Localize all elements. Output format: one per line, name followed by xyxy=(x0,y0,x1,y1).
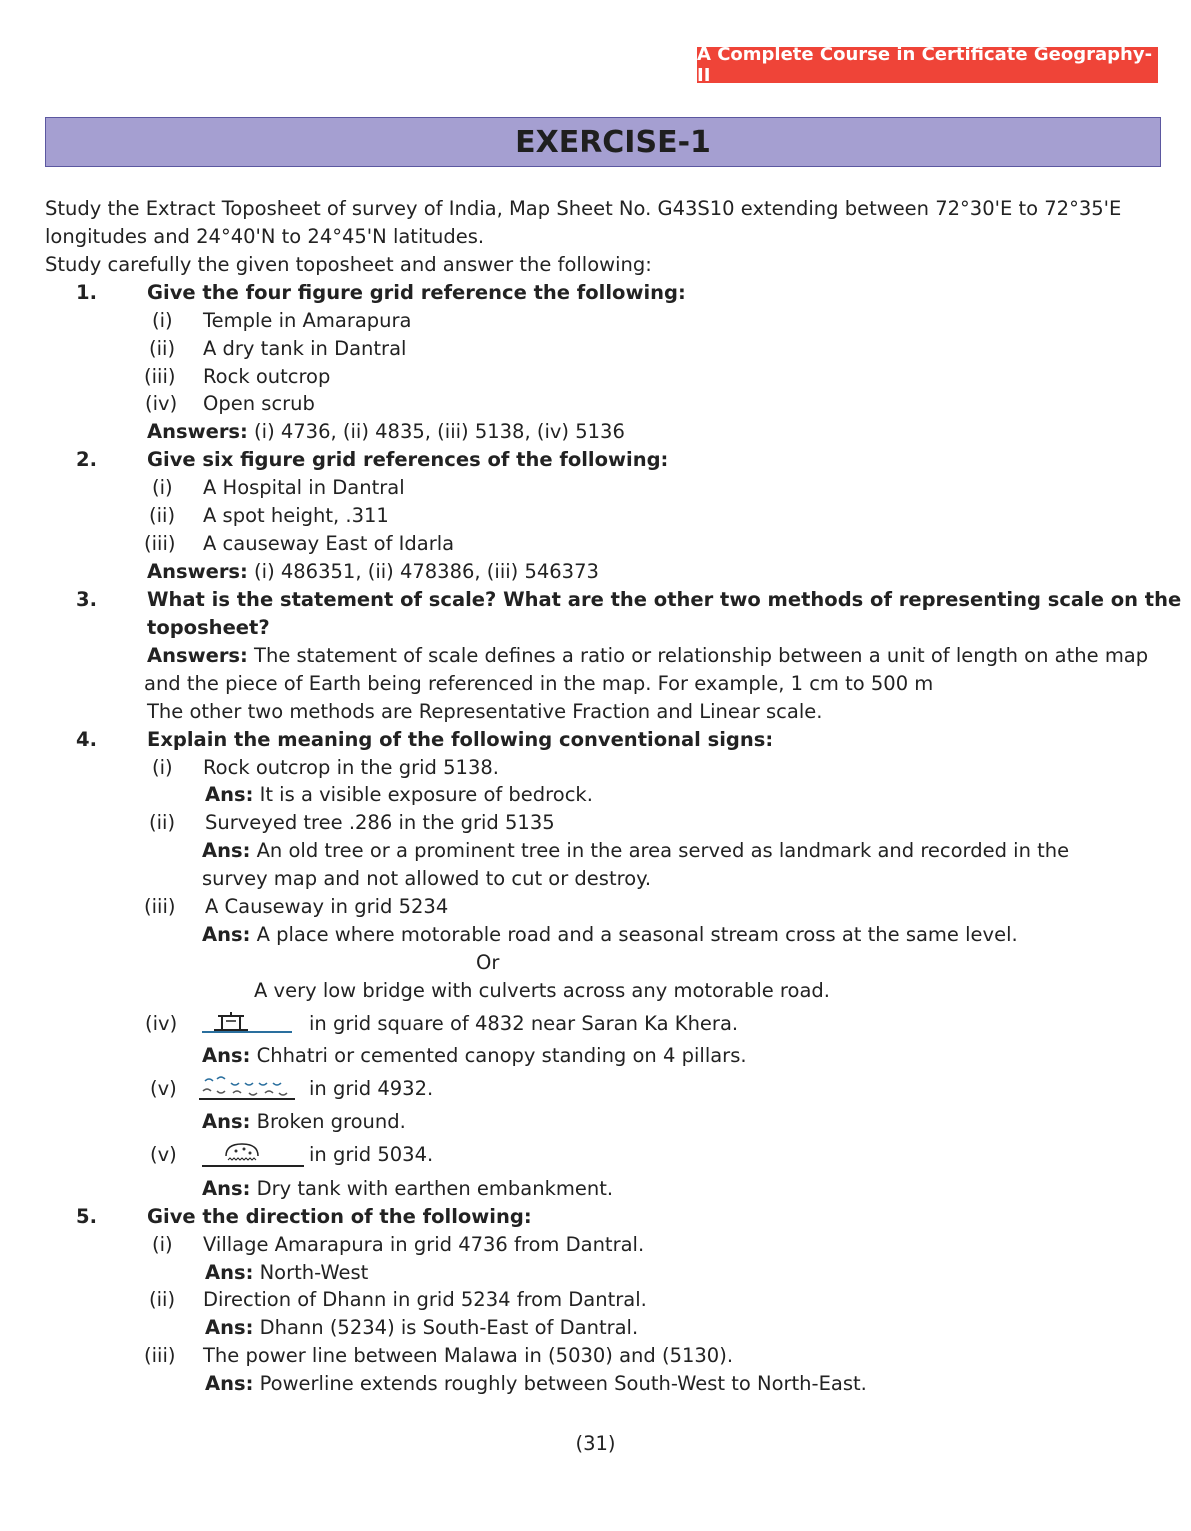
q4-iii-answer-line-1 xyxy=(202,922,1018,948)
answer-label: Answers: xyxy=(147,644,248,667)
dry-tank-symbol-icon xyxy=(200,1138,306,1170)
answer-text: Broken ground. xyxy=(250,1110,406,1133)
q3-answer-line-1 xyxy=(147,643,1148,669)
q4-vi-num: (v) xyxy=(150,1143,177,1166)
q4-iv-answer xyxy=(202,1043,747,1069)
answer-label: Ans: xyxy=(205,1316,254,1339)
q5-ii-text: Direction of Dhann in grid 5234 from Dantral. xyxy=(203,1288,647,1311)
q2-item-text: A causeway East of Idarla xyxy=(203,532,455,555)
q5-number: 5. xyxy=(76,1205,97,1228)
q4-v-num: (v) xyxy=(150,1077,177,1100)
answer-label: Answers: xyxy=(147,560,248,583)
q1-item-num: (iii) xyxy=(144,365,176,388)
exercise-title-bar xyxy=(45,117,1161,167)
q1-number: 1. xyxy=(76,281,97,304)
answer-label: Ans: xyxy=(202,1177,251,1200)
answer-text: (i) 4736, (ii) 4835, (iii) 5138, (iv) 5136 xyxy=(247,420,625,443)
answer-text: Chhatri or cemented canopy standing on 4 pillars. xyxy=(250,1044,747,1067)
q1-item-num: (i) xyxy=(152,309,173,332)
answer-label: Ans: xyxy=(205,783,254,806)
q4-ii-num: (ii) xyxy=(149,811,176,834)
q4-v-answer xyxy=(202,1109,406,1135)
q4-number: 4. xyxy=(76,728,97,751)
chhatri-symbol-icon xyxy=(200,1008,294,1038)
q1-item-num: (iv) xyxy=(145,392,178,415)
q2-text: Give six figure grid references of the following: xyxy=(147,448,669,471)
q4-iii-or: Or xyxy=(476,951,500,974)
q4-iii-text: A Causeway in grid 5234 xyxy=(205,895,449,918)
q1-item-text: Rock outcrop xyxy=(203,365,331,388)
intro-line-3: Study carefully the given toposheet and answer the following: xyxy=(45,253,652,276)
answer-text: North-West xyxy=(253,1261,369,1284)
q1-item-num: (ii) xyxy=(149,337,176,360)
answer-text: Dhann (5234) is South-East of Dantral. xyxy=(253,1316,639,1339)
q2-answer xyxy=(147,559,599,585)
q4-iii-num: (iii) xyxy=(144,895,176,918)
q3-text-line-1: What is the statement of scale? What are the other two methods of representing scale on the xyxy=(147,588,1182,611)
q1-item-text: A dry tank in Dantral xyxy=(203,337,407,360)
q1-item-text: Open scrub xyxy=(203,392,315,415)
q5-iii-text: The power line between Malawa in (5030) and (5130). xyxy=(203,1344,734,1367)
q5-i-num: (i) xyxy=(152,1233,173,1256)
answer-label: Ans: xyxy=(202,923,251,946)
q5-i-answer xyxy=(205,1260,368,1286)
answer-text: Powerline extends roughly between South-West to North-East. xyxy=(253,1372,867,1395)
course-badge: A Complete Course in Certificate Geography-II xyxy=(697,47,1158,83)
q5-ii-answer xyxy=(205,1315,638,1341)
q4-i-answer xyxy=(205,782,593,808)
broken-ground-symbol-icon xyxy=(197,1073,297,1103)
answer-label: Ans: xyxy=(205,1261,254,1284)
q2-number: 2. xyxy=(76,448,97,471)
q4-vi-text: in grid 5034. xyxy=(309,1143,434,1166)
q4-ii-answer-line-1 xyxy=(202,838,1069,864)
q1-answer xyxy=(147,419,625,445)
q4-iv-text: in grid square of 4832 near Saran Ka Khera. xyxy=(309,1012,739,1035)
q3-answer-line-3: The other two methods are Representative Fraction and Linear scale. xyxy=(147,700,823,723)
q5-iii-num: (iii) xyxy=(144,1344,176,1367)
q4-vi-answer xyxy=(202,1176,613,1202)
q4-iii-answer-line-2: A very low bridge with culverts across any motorable road. xyxy=(254,979,830,1002)
page-number: (31) xyxy=(575,1432,616,1455)
q2-item-text: A spot height, .311 xyxy=(203,504,389,527)
q4-ii-text: Surveyed tree .286 in the grid 5135 xyxy=(205,811,555,834)
q5-i-text: Village Amarapura in grid 4736 from Dantral. xyxy=(203,1233,645,1256)
answer-text: A place where motorable road and a seasonal stream cross at the same level. xyxy=(250,923,1018,946)
q2-item-num: (i) xyxy=(152,476,173,499)
answer-label: Ans: xyxy=(202,1110,251,1133)
answer-text: It is a visible exposure of bedrock. xyxy=(253,783,593,806)
q4-ii-answer-line-2: survey map and not allowed to cut or destroy. xyxy=(202,867,652,890)
q2-item-num: (ii) xyxy=(149,504,176,527)
q2-item-text: A Hospital in Dantral xyxy=(203,476,405,499)
q5-ii-num: (ii) xyxy=(149,1288,176,1311)
q4-iv-num: (iv) xyxy=(145,1012,178,1035)
q1-text: Give the four figure grid reference the following: xyxy=(147,281,686,304)
answer-text: An old tree or a prominent tree in the area served as landmark and recorded in the xyxy=(250,839,1070,862)
answer-label: Answers: xyxy=(147,420,248,443)
exercise-title: EXERCISE-1 xyxy=(515,124,711,160)
q5-text: Give the direction of the following: xyxy=(147,1205,532,1228)
answer-label: Ans: xyxy=(205,1372,254,1395)
q1-item-text: Temple in Amarapura xyxy=(203,309,412,332)
q3-number: 3. xyxy=(76,588,97,611)
q3-text-line-2: toposheet? xyxy=(147,616,270,639)
answer-text: (i) 486351, (ii) 478386, (iii) 546373 xyxy=(247,560,599,583)
answer-label: Ans: xyxy=(202,839,251,862)
q4-i-num: (i) xyxy=(152,756,173,779)
q4-text: Explain the meaning of the following conventional signs: xyxy=(147,728,774,751)
q5-iii-answer xyxy=(205,1371,867,1397)
q3-answer-line-2: and the piece of Earth being referenced in the map. For example, 1 cm to 500 m xyxy=(144,672,934,695)
q4-v-text: in grid 4932. xyxy=(309,1077,434,1100)
answer-text: Dry tank with earthen embankment. xyxy=(250,1177,614,1200)
intro-line-2: longitudes and 24°40'N to 24°45'N latitudes. xyxy=(45,225,485,248)
q2-item-num: (iii) xyxy=(144,532,176,555)
intro-line-1: Study the Extract Toposheet of survey of India, Map Sheet No. G43S10 extending between 72°30'E to 72°35'E xyxy=(45,197,1122,220)
q4-i-text: Rock outcrop in the grid 5138. xyxy=(203,756,499,779)
answer-label: Ans: xyxy=(202,1044,251,1067)
answer-text: The statement of scale defines a ratio or relationship between a unit of length on athe map xyxy=(247,644,1149,667)
